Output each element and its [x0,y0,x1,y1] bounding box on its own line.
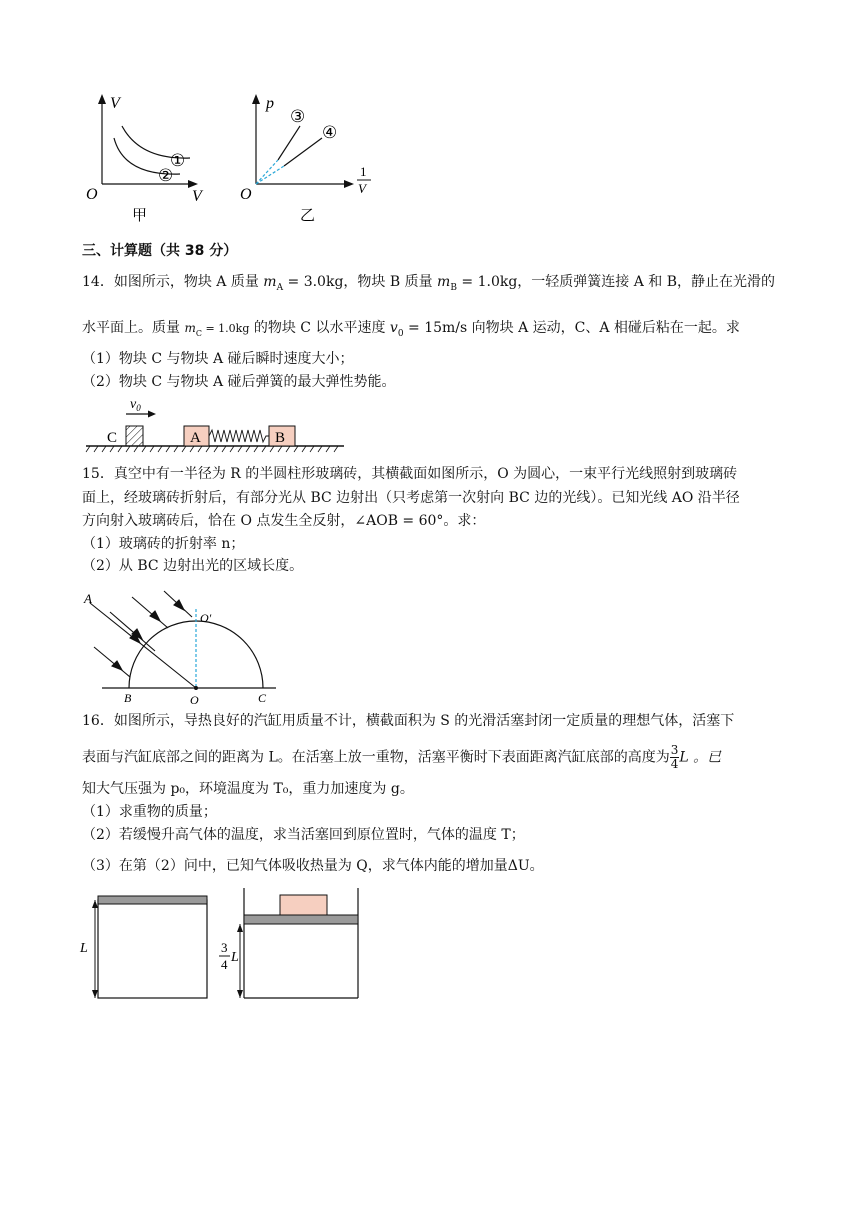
label-b: B [124,691,132,705]
q16-line2: 表面与汽缸底部之间的距离为 L。在活塞上放一重物，活塞平衡时下表面距离汽缸底部的高度为 $\frac{3}{4}$ L 。已 [82,743,722,771]
label-o: O [190,693,199,707]
origin-label: O [240,186,252,203]
q16-figure [76,888,376,1006]
caption-jia: 甲 [132,208,148,224]
block-a-label: A [190,430,201,446]
label-l: L [80,941,88,956]
section-title: 三、计算题（共 38 分） [82,243,238,259]
block-c [126,426,143,446]
frac-den: 4 [221,957,228,972]
label-l2: L [231,950,239,965]
curve-1-label: ① [170,151,186,170]
fraction-three-quarters: $\frac{3}{4}$ [670,743,679,771]
q16-sub2: （2）若缓慢升高气体的温度，求当活塞回到原位置时，气体的温度 T； [82,827,525,843]
axis-y-label: p [266,95,274,112]
piston-left [98,896,207,904]
graph-jia [80,88,220,228]
frac-num: 3 [221,940,228,955]
q15-sub1: （1）玻璃砖的折射率 n； [82,536,245,552]
label-o2: O′ [200,611,212,625]
spring [209,430,269,442]
q16-sub1: （1）求重物的质量； [82,804,217,820]
label-a: A [84,591,92,606]
label-c: C [258,691,267,705]
q15-line1: 15．真空中有一半径为 R 的半圆柱形玻璃砖，其横截面如图所示，O 为圆心，一束平行光线照射到玻璃砖 [82,466,738,482]
line-4-label: ④ [322,123,338,142]
q14-figure [84,394,349,456]
weight [280,895,327,915]
q16-line1: 16．如图所示，导热良好的汽缸用质量不计，横截面积为 S 的光滑活塞封闭一定质量的理想气体，活塞下 [82,713,735,729]
axis-x-num: 1 [360,164,367,179]
cylinder-left [98,900,207,998]
q16-sub3: （3）在第（2）问中，已知气体吸收热量为 Q，求气体内能的增加量ΔU。 [82,858,544,874]
block-b-label: B [275,430,286,446]
q15-line2: 面上，经玻璃砖折射后，有部分光从 BC 边射出（只考虑第一次射向 BC 边的光线）。已知光线 AO 沿半径 [82,490,740,506]
block-c-label: C [107,430,118,446]
axis-x-den: V [358,181,366,196]
q14-sub2: （2）物块 C 与物块 A 碰后弹簧的最大弹性势能。 [82,374,396,390]
curve-2-label: ② [158,166,174,185]
line-3-solid [278,126,300,160]
q15-sub2: （2）从 BC 边射出光的区域长度。 [82,558,304,574]
q15-line3: 方向射入玻璃砖后，恰在 O 点发生全反射，∠AOB = 60°。求： [82,513,486,529]
graph-yi [232,88,382,228]
piston-right [244,915,358,924]
q15-figure [80,585,285,710]
line-3-label: ③ [290,107,306,126]
caption-yi: 乙 [300,208,316,224]
q14-line1: 14．如图所示，物块 A 质量 $m_A = 3.0kg$，物块 B 质量 $m_B = 1.0kg$，一轻质弹簧连接 A 和 B，静止在光滑的 [82,274,776,293]
q14-sub1: （1）物块 C 与物块 A 碰后瞬时速度大小； [82,351,354,367]
q16-line3: 知大气压强为 p₀，环境温度为 T₀，重力加速度为 g。 [82,781,414,797]
axis-x-label: V [192,188,202,205]
origin-label: O [86,186,98,203]
q14-line2: 水平面上。质量 $m_C = 1.0kg$ 的物块 C 以水平速度 $v_0 = 15m/s$ 向物块 A 运动，C、A 相碰后粘在一起。求 [82,320,740,339]
v0-label: $v_0$ [130,397,141,413]
axis-y-label: V [110,95,120,112]
